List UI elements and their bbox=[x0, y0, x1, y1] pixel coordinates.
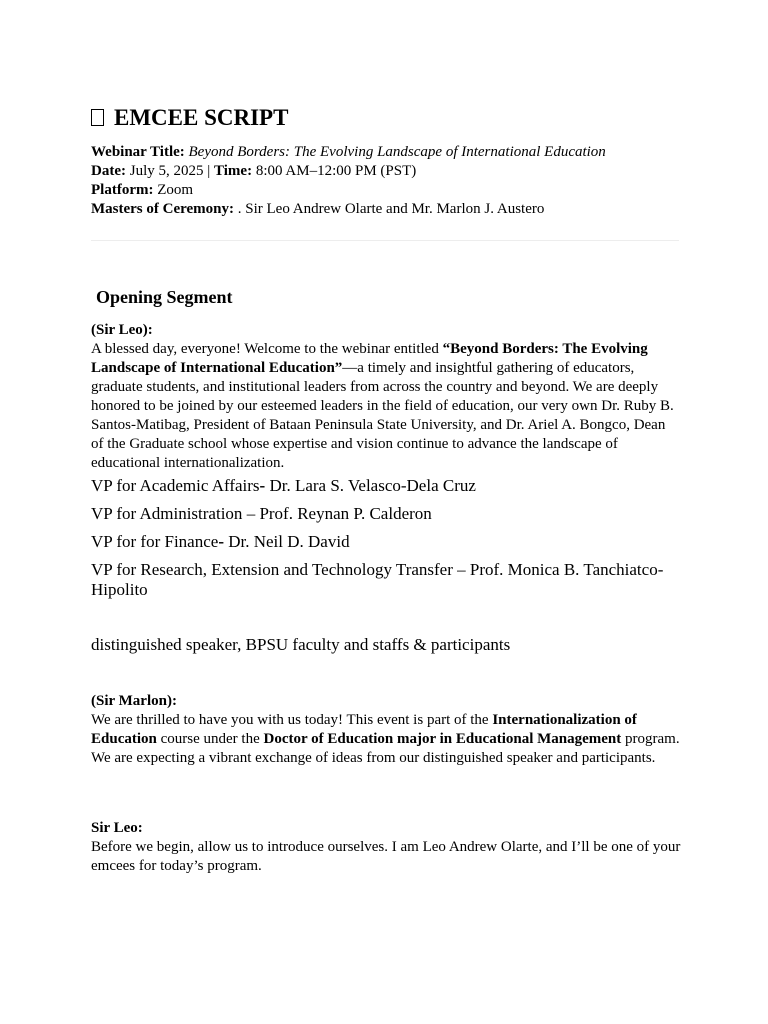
welcome-paragraph bbox=[91, 340, 681, 473]
vp-item bbox=[91, 532, 681, 552]
page-title bbox=[91, 104, 288, 132]
vp-item bbox=[91, 560, 681, 600]
date-time-separator: | bbox=[203, 163, 215, 179]
welcome-text-rest: —a timely and insightful gathering of educators, graduate students, and institutional leaders from across the country and beyond. We are deeply honored to be joined by our esteemed leaders in the field of education, our very own Dr. Ruby B. Santos-Matibag, President of Bataan Peninsula State University, and Dr. Ariel A. Bongco, Dean of the Graduate school whose expertise and vision continue to advance the landscape of educational internationalization. bbox=[91, 360, 674, 471]
sir-leo-welcome bbox=[91, 321, 681, 473]
welcome-text: A blessed day, everyone! Welcome to the webinar entitled bbox=[91, 341, 443, 357]
marlon-text: course under the bbox=[156, 731, 264, 747]
vp-item bbox=[91, 476, 681, 496]
vp-separator: - bbox=[218, 532, 229, 551]
platform-label: Platform: bbox=[91, 182, 154, 198]
program-name: Doctor of Education major in Educational Management bbox=[263, 731, 622, 747]
vp-name: Dr. Neil D. David bbox=[228, 532, 350, 551]
webinar-title-bold: “Beyond Borders: The Evolving Landscape of International Education” bbox=[91, 341, 648, 376]
masters-value: . Sir Leo Andrew Olarte and Mr. Marlon J. Austero bbox=[237, 201, 545, 217]
marlon-text: We are thrilled to have you with us today! This event is part of the bbox=[91, 712, 493, 728]
date-value: July 5, 2025 bbox=[129, 163, 204, 179]
platform-line bbox=[91, 181, 691, 200]
vp-label: VP for Administration bbox=[91, 504, 243, 523]
date-label: Date: bbox=[91, 163, 126, 179]
course-name: Internationalization of Education bbox=[91, 712, 637, 747]
vp-item bbox=[91, 504, 681, 524]
distinguished-line: distinguished speaker, BPSU faculty and staffs & participants bbox=[91, 635, 511, 654]
vp-label: VP for Academic Affairs bbox=[91, 476, 260, 495]
webinar-details bbox=[91, 143, 691, 219]
webinar-title-line bbox=[91, 143, 691, 162]
vp-name: Dr. Lara S. Velasco-Dela Cruz bbox=[269, 476, 476, 495]
masters-label: Masters of Ceremony: bbox=[91, 201, 235, 217]
vp-label: VP for for Finance bbox=[91, 532, 219, 551]
masters-line bbox=[91, 200, 691, 219]
vp-separator: – bbox=[242, 504, 260, 523]
missing-glyph-icon bbox=[91, 109, 104, 126]
divider bbox=[91, 240, 679, 241]
vp-name: Prof. Reynan P. Calderon bbox=[259, 504, 432, 523]
platform-value: Zoom bbox=[157, 182, 194, 198]
sir-leo-intro bbox=[91, 819, 681, 876]
vp-separator: – bbox=[452, 560, 470, 579]
title-text: EMCEE SCRIPT bbox=[114, 105, 289, 130]
intro-paragraph: Before we begin, allow us to introduce ourselves. I am Leo Andrew Olarte, and I’ll be one of your emcees for today’s program. bbox=[91, 839, 681, 874]
speaker-label: (Sir Leo): bbox=[91, 322, 153, 338]
vp-name: Prof. Monica B. Tanchiatco-Hipolito bbox=[91, 560, 664, 599]
speaker-label: Sir Leo: bbox=[91, 820, 143, 836]
sir-marlon-segment bbox=[91, 692, 681, 768]
marlon-text: program. We are expecting a vibrant exchange of ideas from our distinguished speaker and participants. bbox=[91, 731, 680, 766]
vp-label: VP for Research, Extension and Technology Transfer bbox=[91, 560, 453, 579]
date-time-line bbox=[91, 162, 691, 181]
marlon-paragraph bbox=[91, 711, 681, 768]
section-heading: Opening Segment bbox=[96, 287, 233, 307]
speaker-label: (Sir Marlon): bbox=[91, 693, 177, 709]
webinar-title-value: Beyond Borders: The Evolving Landscape of International Education bbox=[188, 144, 606, 160]
time-value: 8:00 AM–12:00 PM (PST) bbox=[255, 163, 417, 179]
time-label: Time: bbox=[214, 163, 253, 179]
vp-separator: - bbox=[259, 476, 270, 495]
webinar-title-label: Webinar Title: bbox=[91, 144, 185, 160]
